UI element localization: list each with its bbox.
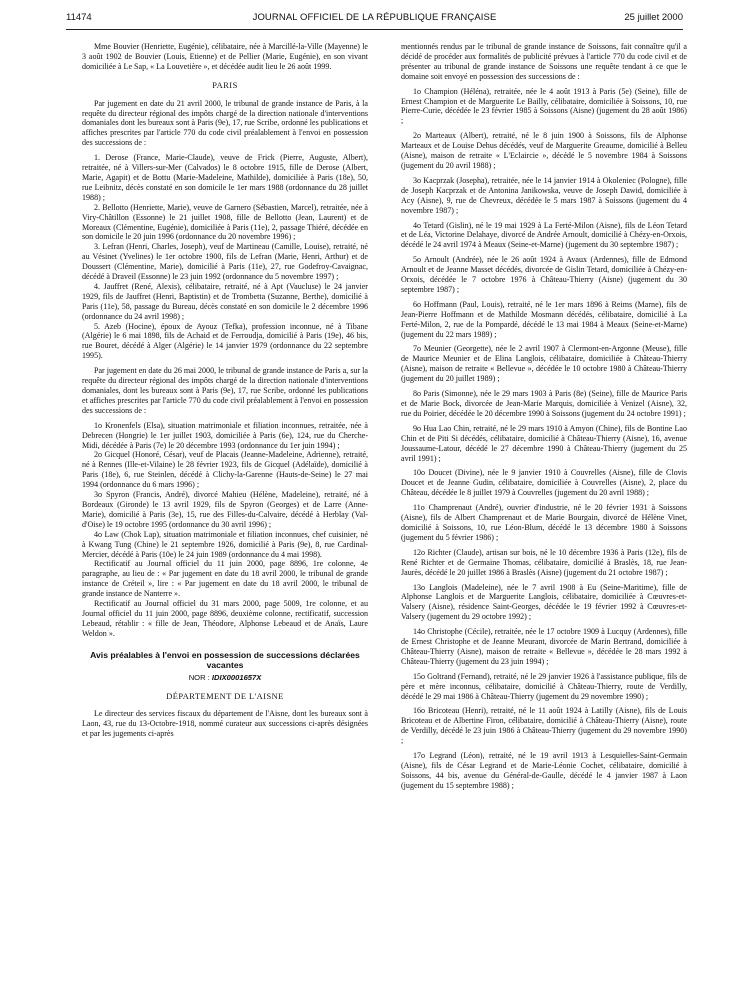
- nor-reference: [82, 673, 368, 683]
- succession-entry: 10o Doucet (Divine), née le 9 janvier 1910 à Couvrelles (Aisne), fille de Clovis Doucet et de Jeanne Gudin, célibataire, domiciliée à Couvrelles (Aisne), 2, place du Château, décédée le 8 juillet 1979 à Couvrelles (jugement du 20 avril 1988) ;: [401, 468, 687, 498]
- succession-entry: 1o Kronenfels (Elsa), situation matrimoniale et filiation inconnues, retraitée, née à Debrecen (Hongrie) le 1er juillet 1903, domiciliée à Paris (6e), 124, rue du Cherche-Midi, décédée à Paris (7e) le 20 décembre 1993 (ordonnance du 1er juin 1994) ;: [82, 420, 368, 450]
- succession-entry: 12o Richter (Claude), artisan sur bois, né le 10 décembre 1936 à Paris (12e), fils de René Richter et de Germaine Thomas, célibataire, domicilié à Braslès, 18, rue Jean-Jaurès, décédé le 20 juillet 1986 à Braslès (Aisne) (jugement du 21 octobre 1987) ;: [401, 547, 687, 577]
- succession-entry: 17o Legrand (Léon), retraité, né le 19 avril 1913 à Lesquielles-Saint-Germain (Aisne), fils de César Legrand et de Marie-Léonie Cochet, célibataire, domicilié à Soissons, 44 bis, avenue du Général-de-Gaulle, décédé le 4 janvier 1987 à Laon (jugement du 15 septembre 1988) ;: [401, 751, 687, 790]
- succession-entry: 13o Langlois (Madeleine), née le 7 avril 1908 à Eu (Seine-Maritime), fille de Alphonse Langlois et de Marguerite Langlois, célibataire, domiciliée à Cœuvres-et-Valsery (Aisne), résidence Saint-Georges, décédée le 19 février 1992 à Cœuvres-et-Valsery (jugement du 29 octobre 1992) ;: [401, 582, 687, 622]
- issue-date: 25 juillet 2000: [624, 12, 683, 23]
- succession-entry: 15o Goltrand (Fernand), retraité, né le 29 janvier 1926 à l'assistance publique, fils de père et mère inconnus, célibataire, domicilié à Château-Thierry, route de Verdilly, décédé le 29 mai 1986 à Château-Thierry (jugement du 29 novembre 1990) ;: [401, 671, 687, 701]
- judgment-paragraph: Par jugement en date du 26 mai 2000, le tribunal de grande instance de Paris a, sur la requête du directeur régional des impôts chargé de la direction nationale d'interventions domaniales, dont les bureaux sont à Paris (9e), 17, rue Scribe, ordonné les publications et affiches prescrites par l'article 770 du code civil préalablement à l'envoi en possession des successions de :: [82, 366, 368, 415]
- notice-title: Avis préalables à l'envoi en possession de successions déclarées vacantes: [90, 649, 360, 670]
- rectificatif-paragraph: Rectificatif au Journal officiel du 31 mars 2000, page 5009, 1re colonne, et au Journal officiel du 11 juin 2000, page 8896, deuxième colonne, rectificatif, succession Lebeaud, rétablir : « fille de Jean, Théodore, Alphonse Lebeaud et de Anaïs, Laure Weldon ».: [82, 599, 368, 638]
- judgment-paragraph: Par jugement en date du 21 avril 2000, le tribunal de grande instance de Paris, à la requête du directeur régional des impôts chargé de la direction nationale d'interventions domaniales dont les bureaux sont à Paris (9e), 17, rue Scribe, ordonné les publications et affiches prescrites par l'article 770 du code civil préalablement à l'envoi en possession des successions de :: [82, 98, 368, 148]
- succession-entry: 3o Kacprzak (Josepha), retraitée, née le 14 janvier 1914 à Okoleniec (Pologne), fille de Joseph Kacprzak et de Antonina Janikowska, veuve de Joseph Dawid, domiciliée à Acy (Aisne), 9, rue de Chevreux, décédée le 5 mars 1987 à Soissons (jugement du 4 novembre 1987) ;: [401, 175, 687, 215]
- page-number: 11474: [66, 12, 92, 23]
- succession-entry: 4o Law (Chok Lap), situation matrimoniale et filiation inconnues, chef cuisinier, né à Kwang Tung (Chine) le 21 septembre 1926, domicilié à Paris (9e), 8, rue Cardinal-Mercier, décédé à Paris (10e) le 24 juin 1989 (ordonnance du 4 mai 1998).: [82, 529, 368, 559]
- succession-entry: 1. Derose (France, Marie-Claude), veuve de Frick (Pierre, Auguste, Albert), retraitée, né à Villers-sur-Mer (Calvados) le 8 octobre 1915, fille de Derose (Albert, Marie, Agapit) et de Bottu (Marie-Madeleine, Mathilde), domiciliée à Paris (18e), 50, rue Leibnitz, décès constaté en son domicile le 1er mars 1988 (ordonnance du 28 juillet 1988) ;: [82, 153, 368, 202]
- succession-entry: 8o Paris (Simonne), née le 29 mars 1903 à Paris (8e) (Seine), fille de Maurice Paris et de Marie Bock, divorcée de Jean-Marie Marquis, domiciliée à Venizel (Aisne), 32, rue du Poirier, décédée le 20 décembre 1990 à Soissons (jugement du 24 octobre 1991) ;: [401, 389, 687, 418]
- left-column: [82, 42, 368, 739]
- succession-entry: 5. Azeb (Hocine), époux de Ayouz (Tefka), profession inconnue, né à Tibane (Algérie) le 6 mai 1898, fils de Achaid et de Ferroudja, domicilié à Paris (19e), 46 bis, rue Bouret, décédé à Alger (Algérie) le 14 janvier 1979 (ordonnance du 22 septembre 1995).: [82, 321, 368, 361]
- succession-entry: 3o Spyron (Francis, André), divorcé Mahieu (Hélène, Madeleine), retraité, né à Bordeaux (Gironde) le 13 avril 1929, fils de Spyron (Georges) et de Larre (Anne-Marie), domicilié à Paris (3e), 15, rue des Filles-du-Calvaire, décédé à Herblay (Val-d'Oise) le 19 octobre 1995 (ordonnance du 30 avril 1996) ;: [82, 490, 368, 529]
- succession-entry: 4. Jauffret (René, Alexis), célibataire, retraité, né à Apt (Vaucluse) le 24 janvier 1929, fils de Jauffret (Henri, Baptistin) et de Trombetta (Suzanne, Berthe), domicilié à Paris (11e), 58, passage du Bureau, décès constaté en son domicile le 2 décembre 1996 (ordonnance du 24 avril 1998) ;: [82, 281, 368, 321]
- page-header: [66, 12, 683, 28]
- succession-entry: 4o Tetard (Gislin), né le 19 mai 1929 à La Ferté-Milon (Aisne), fils de Léon Tetard et de Léa, Victorine Delahaye, divorcé de Andrée Arnoult, domicilié à Chézy-en-Orxois, décédé le 24 avril 1974 à Meaux (Seine-et-Marne) (jugement du 30 septembre 1987) ;: [401, 220, 687, 250]
- succession-entry: 11o Champrenaut (André), ouvrier d'industrie, né le 20 février 1931 à Soissons (Aisne), fils de Albert Champrenaut et de Marie Bourgain, divorcé de Hélène Vinet, domicilié à Soissons, 10, rue Léon-Blum, décédé le 13 décembre 1980 à Soissons (jugement du 5 février 1986) ;: [401, 503, 687, 542]
- succession-entry: 5o Arnoult (Andrée), née le 26 août 1924 à Avaux (Ardennes), fille de Edmond Arnoult et de Jeanne Masset décédés, divorcée de Gislin Tetard, domiciliée à Chézy-en-Orxois, décédée le 7 octobre 1976 à Château-Thierry (Aisne) (jugement du 30 septembre 1987) ;: [401, 255, 687, 294]
- continuation-paragraph: mentionnés rendus par le tribunal de grande instance de Soissons, fait connaître qu'il a décidé de procéder aux formalités de publicité prévues à l'article 770 du code civil et de présenter au tribunal de grande instance de Soissons une requête tendant à ce que le domaine soit envoyé en possession des successions de :: [401, 42, 687, 81]
- paragraph: Mme Bouvier (Henriette, Eugénie), célibataire, née à Marcillé-la-Ville (Mayenne) le 3 août 1902 de Bouvier (Louis, Etienne) et de Pellier (Marie, Eugénie), en son vivant domiciliée à Le Sap, « La Louvetière », et décédée audit lieu le 26 août 1999.: [82, 42, 368, 71]
- nor-value: IDIX0001657X: [211, 672, 262, 682]
- succession-entry: 2o Marteaux (Albert), retraité, né le 8 juin 1900 à Soissons, fils de Alphonse Marteaux et de Louise Dehus décédés, veuf de Marguerite Greaume, domicilié à Belleu (Aisne), maison de retraite « L'Eclaircie », décédé le 5 novembre 1984 à Soissons (jugement du 20 avril 1988) ;: [401, 131, 687, 170]
- succession-entry: 2o Gicquel (Honoré, César), veuf de Placais (Jeanne-Madeleine, Adrienne), retraité, né à Rennes (Ille-et-Vilaine) le 28 février 1923, fils de Gicquel (Adélaïde), domicilié à Paris (18e), 6, rue Steinlen, décédé à Clichy-la-Garenne (Hauts-de-Seine) le 27 mai 1994 (ordonnance du 6 mars 1996) ;: [82, 450, 368, 490]
- succession-entry: 6o Hoffmann (Paul, Louis), retraité, né le 1er mars 1896 à Reims (Marne), fils de Jean-Pierre Hoffmann et de Mathilde Mosmann décédés, célibataire, domicilié à La Ferté-Milon, 2, rue de la Pompardé, décédé le 13 mai 1984 à Meaux (Seine-et-Marne) (jugement du 22 mars 1989) ;: [401, 299, 687, 339]
- intro-paragraph: Le directeur des services fiscaux du département de l'Aisne, dont les bureaux sont à Laon, 43, rue du 13-Octobre-1918, nommé curateur aux successions ci-après désignées et par les jugements ci-après: [82, 709, 368, 739]
- succession-entry: 14o Christophe (Cécile), retraitée, née le 17 octobre 1909 à Lucquy (Ardennes), fille de Ernest Christophe et de Jeanne Meurant, divorcée de Marin Bertrand, domiciliée à Château-Thierry (Aisne), maison de retraite « Bellevue », décédée le 28 mars 1992 à Château-Thierry (jugement du 23 juin 1994) ;: [401, 627, 687, 666]
- header-rule: [66, 29, 683, 30]
- succession-entry: 2. Bellotto (Henriette, Marie), veuve de Garnero (Sébastien, Marcel), retraitée, née à Viry-Châtillon (Essonne) le 21 juillet 1908, fille de Bellotto (Jean, Laurent) et de Moreaux (Clémentine, Eugénie), domiciliée à Paris (11e), 2, passage Thiéré, décédée en son domicile le 20 juin 1996 (ordonnance du 20 novembre 1996) ;: [82, 202, 368, 242]
- nor-label: NOR :: [188, 672, 212, 682]
- succession-entry: 1o Champion (Héléna), retraitée, née le 4 août 1913 à Paris (5e) (Seine), fille de Ernest Champion et de Marguerite Le Bailly, célibataire, domiciliée à Soissons, 10, rue Pierre-Curie, décédée le 23 février 1985 à Soissons (Aisne) (jugement du 28 août 1986) ;: [401, 86, 687, 126]
- succession-entry: 16o Bricoteau (Henri), retraité, né le 11 août 1924 à Latilly (Aisne), fils de Louis Bricoteau et de Albertine Firon, célibataire, domicilié à Château-Thierry (Aisne), route de Verdilly, décédé le 23 juin 1986 à Château-Thierry (jugement du 29 novembre 1990) ;: [401, 706, 687, 746]
- department-heading: DÉPARTEMENT DE L'AISNE: [166, 691, 284, 701]
- succession-entry: 7o Meunier (Georgette), née le 2 avril 1907 à Clermont-en-Argonne (Meuse), fille de Maurice Meunier et de Elina Langlois, célibataire, domiciliée à Château-Thierry (Aisne), maison de retraite « Bellevue », décédée le 10 octobre 1980 à Château-Thierry (jugement du 20 juillet 1989) ;: [401, 344, 687, 384]
- rectificatif-paragraph: Rectificatif au Journal officiel du 11 juin 2000, page 8896, 1re colonne, 4e paragraphe, au lieu de : « Par jugement en date du 18 avril 2000, le tribunal de grande instance de Créteil », lire : « Par jugement en date du 18 avril 2000, le tribunal de grande instance de Nanterre ».: [82, 559, 368, 599]
- section-heading-paris: PARIS: [212, 80, 238, 90]
- journal-title: JOURNAL OFFICIEL DE LA RÉPUBLIQUE FRANÇAISE: [252, 12, 497, 23]
- succession-entry: 3. Lefran (Henri, Charles, Joseph), veuf de Martineau (Camille, Louise), retraité, né au Vésinet (Yvelines) le 1er octobre 1900, fils de Lefran (Marie, Henri, Arthur) et de Doussert (Clémentine, Marie), domicilié à Paris (11e), 27, rue Godefroy-Cavaignac, décédé à Draveil (Essonne) le 23 juin 1992 (ordonnance du 5 novembre 1997) ;: [82, 242, 368, 282]
- right-column: [401, 42, 687, 791]
- succession-entry: 9o Hua Lao Chin, retraité, né le 29 mars 1910 à Amyon (Chine), fils de Bontine Lao Chin et de Piti Si décédés, célibataire, domicilié à Château-Thierry (Aisne), 16, avenue Joussaume-Latour, décédé le 27 décembre 1990 à Château-Thierry (jugement du 25 avril 1991) ;: [401, 423, 687, 463]
